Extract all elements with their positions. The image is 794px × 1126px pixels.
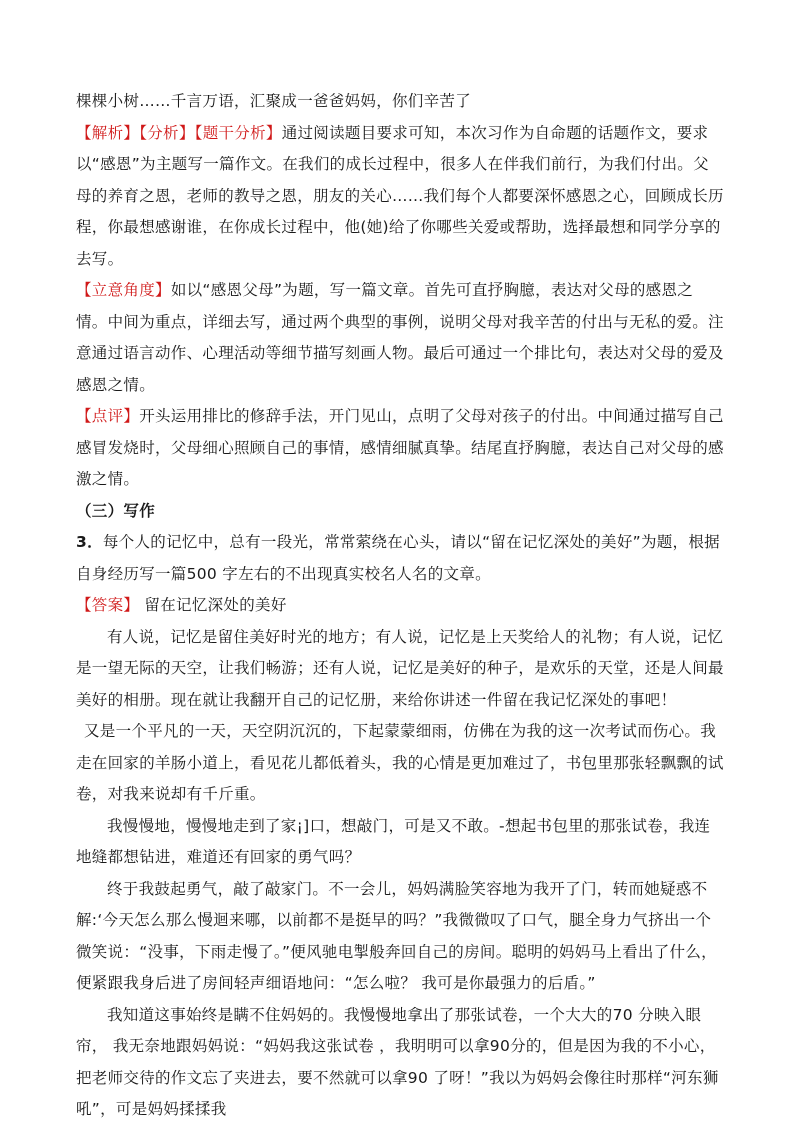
analysis-paragraph [76, 118, 724, 276]
intro-line: 棵棵小树……千言万语，汇聚成一爸爸妈妈，你们辛苦了 [76, 92, 472, 110]
angle-paragraph [76, 275, 724, 401]
document-page [76, 86, 724, 1126]
essay-paragraph: 终于我鼓起勇气，敲了敲家门。不一会儿，妈妈满脸笑容地为我开了门，转而她疑惑不解:‘今天怎么那么慢迴来哪，以前都不是挺早的吗？”我微微叹了口气，腿全身力气挤出一个微笑说：“没事，下雨走慢了。”便风驰电掣般奔回自己的房间。聪明的妈妈马上看出了什么，便紧跟我身后进了房间轻声细语地问：“怎么啦？ 我可是你最强力的后盾。” [76, 879, 717, 992]
analysis-tag: 【解析】【分析】【题干分析】 [76, 123, 282, 142]
answer-tag: 【答案】 [76, 596, 140, 614]
essay-paragraph: 有人说，记忆是留住美好时光的地方；有人说，记忆是上天奖给人的礼物；有人说，记忆是一望无际的天空，让我们畅游；还有人说，记忆是美好的种子，是欢乐的天堂，还是人间最美好的相册。现在就让我翻开自己的记忆册，来给你讲述一件留在我记忆深处的事吧！ [76, 627, 724, 709]
angle-text: 如以“感恩父母”为题，写一篇文章。首先可直抒胸臆，表达对父母的感恩之情。中间为重点，详细去写，通过两个典型的事例，说明父母对我辛苦的付出与无私的爱。注意通过语言动作、心理活动等细节描写刻画人物。最后可通过一个排比句，表达对父母的爱及感恩之情。 [76, 281, 724, 394]
essay-paragraph: 我知道这事始终是瞒不住妈妈的。我慢慢地拿出了那张试卷，一个大大的70 分映入眼帘， 我无奈地跟妈妈说：“妈妈我这张试卷 ，我明明可以拿90分的，但是因为我的不小心，把老师交待的作文忘了夹进去，要不然就可以拿90 了呀！”我以为妈妈会像往时那样“河东狮吼”，可是妈妈揉揉我 [76, 1005, 719, 1118]
essay-paragraph: 又是一个平凡的一天，天空阴沉沉的，下起蒙蒙细雨，仿佛在为我的这一次考试而伤心。我走在回家的羊肠小道上，看见花儿都低着头，我的心情是更加难过了，书包里那张轻飘飘的试卷，对我来说却有千斤重。 [76, 722, 724, 803]
comment-text: 开头运用排比的修辞手法，开门见山，点明了父母对孩子的付出。中间通过描写自己感冒发烧时，父母细心照顾自己的事情，感情细腻真挚。结尾直抒胸臆，表达自己对父母的感激之情。 [76, 407, 724, 488]
question-text: 每个人的记忆中，总有一段光，常常萦绕在心头，请以“留在记忆深处的美好”为题，根据自身经历写一篇500 字左右的不出现真实校名人名的文章。 [76, 533, 720, 583]
essay-paragraph: 我慢慢地，慢慢地走到了家¡]口，想敲门，可是又不敢。-想起书包里的那张试卷，我连地缝都想钻进，难道还有回家的勇气吗？ [76, 816, 711, 866]
angle-tag: 【立意角度】 [76, 281, 171, 299]
analysis-text: 通过阅读题目要求可知，本次习作为自命题的话题作文，要求以“感恩”为主题写一篇作文。在我们的成长过程中，很多人在伴我们前行，为我们付出。父母的养育之恩，老师的教导之恩，朋友的关心……我们每个人都要深怀感恩之心，回顾成长历程，你最想感谢谁，在你成长过程中，他(她)给了你哪些关爱或帮助，选择最想和同学分享的去写。 [76, 123, 724, 268]
essay-title: 留在记忆深处的美好 [139, 596, 287, 614]
question-number: 3． [76, 533, 103, 551]
question-paragraph [76, 527, 724, 590]
answer-heading [76, 590, 724, 622]
section-heading: （三）写作 [76, 501, 156, 520]
comment-tag: 【点评】 [76, 407, 140, 425]
comment-paragraph [76, 401, 724, 496]
